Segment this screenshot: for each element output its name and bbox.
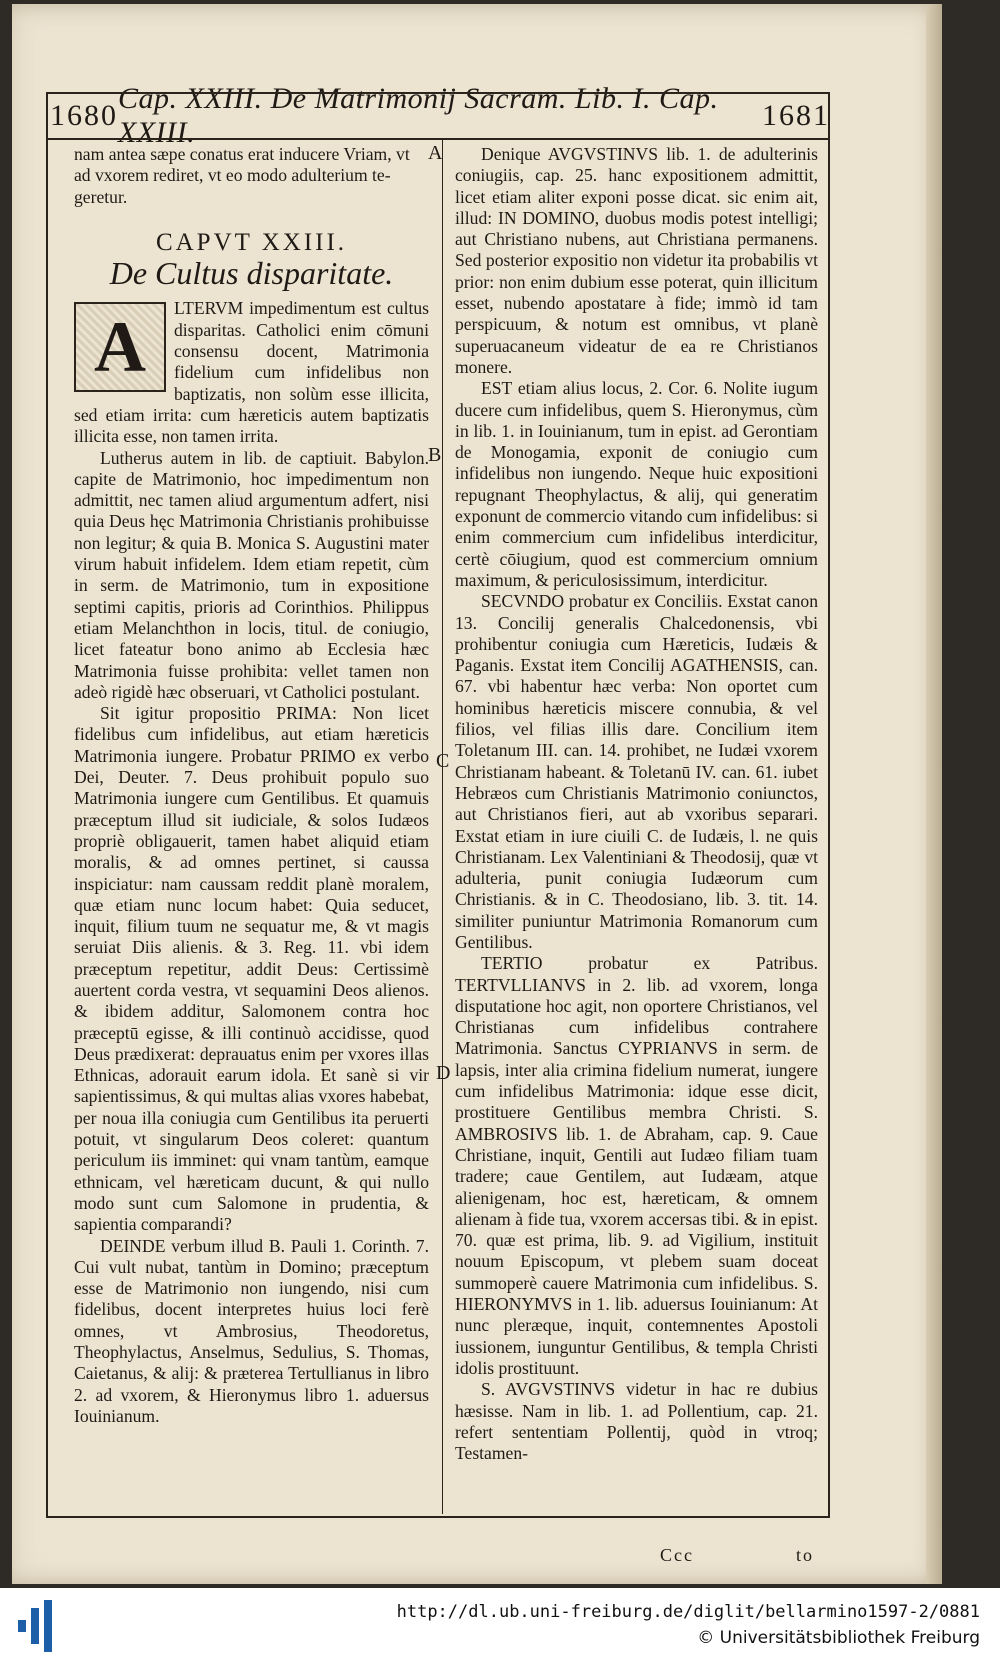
- running-title: Cap. XXIII. De Matrimonij Sacram. Lib. I. Cap. XXIII.: [118, 82, 719, 149]
- paragraph: Sit igitur propositio PRIMA: Non licet fidelibus cum infidelibus, aut etiam hæreticis Matrimonia iungere. Probatur PRIMO ex verbo Dei, Deuter. 7. Deus prohibuit populo suo Matrimonia iungere cum Gentilibus. Et quamuis præceptum illud sit iudiciale, & solos Iudæos propriè obligauerit, tamen habet aliquid etiam moralis, & ad omnes pertinet, si caussa inspiciatur: nam caussam reddit planè moralem, quæ etiam nunc locum habet: Quia seducet, inquit, filium tuum ne sequatur me, & vt magis seruiat Diis alienis. & 3. Reg. 11. vbi idem præceptum repetitur, addit Deus: Certissimè auertent corda vestra, vt sequamini Deos alienos. & ibidem additur, Salomonem contra hoc præceptū egisse, & illi continuò accidisse, quod Deus prædixerat: deprauatus enim per vxores illas Ethnicas, adorauit earum idola. Et sanè si vir sapientissimus, & qui multas alias vxores habebat, per noua illa coniugia cum Gentilibus ita peruerti potuit, vt singularum Deos coleret: quantum periculum iis imminet: qui vnam tantùm, eamque ethnicam, vel hæreticam ducunt, & qui nullo modo sunt cum Salomone in prudentia, & sapientia comparandi?: [74, 703, 429, 1235]
- page-edge: [926, 4, 942, 1584]
- right-column: [455, 144, 818, 1464]
- copyright-notice: © Universitätsbibliothek Freiburg: [697, 1628, 980, 1648]
- paragraph: DEINDE verbum illud B. Pauli 1. Corinth. 7. Cui vult nubat, tantùm in Domino; præceptum esse de Matrimonio non iungendo, nisi cum fidelibus, docent interpretes huius loci ferè omnes, vt Ambrosius, Theodoretus, Theophylactus, Anselmus, Sedulius, S. Thomas, Caietanus, & alij: & præterea Tertullianus in libro 2. ad vxorem, & Hieronymus libro 1. aduersus Iouinianum.: [74, 1235, 429, 1426]
- decorated-initial: A: [74, 302, 166, 392]
- library-logo-icon: [18, 1600, 58, 1652]
- left-column: [74, 144, 429, 1427]
- column-divider: [442, 140, 443, 1514]
- header-rule: [46, 138, 830, 140]
- margin-letter: B: [428, 444, 442, 466]
- signature-mark: Ccc: [660, 1545, 694, 1565]
- margin-letter: D: [436, 1062, 451, 1084]
- text-line: nam antea sæpe conatus erat inducere Vriam, vt: [74, 144, 410, 164]
- paragraph: SECVNDO probatur ex Conciliis. Exstat canon 13. Concilij generalis Chalcedonensis, vbi prohibentur coniugia cum Hæreticis, Iudæis & Paganis. Exstat item Concilij AGATHENSIS, can. 67. vbi habentur hæc verba: Non oportet cum hominibus hæreticis miscere connubia, & vel filios, vel filias illis dare. Concilium item Toletanum III. can. 14. prohibet, ne Iudæi vxorem Christianam habeant. & Toletanū IV. can. 61. iubet Hebræos cum Christianis Matrimonio coniunctos, aut Christianos fieri, aut ab vxoribus separari. Exstat etiam in iure ciuili C. de Iudæis, l. ne quis Christianam. Lex Valentiniani & Theodosij, quæ vt adulteria, punit coniugia Iudæorum cum Christianis. & in C. Theodosiano, lib. 3. tit. 14. similiter puniuntur Matrimonia Romanorum cum Gentilibus.: [455, 591, 818, 952]
- margin-letter: A: [428, 142, 443, 164]
- paragraph: TERTIO probatur ex Patribus. TERTVLLIANVS in 2. lib. ad vxorem, longa disputatione hoc agit, non oportere Christianos, vel Christianas cum infidelibus contrahere Matrimonia. Sanctus CYPRIANVS in serm. de lapsis, inter alia crimina fidelium numerat, iungere cum infidelibus Matrimonia: idque esse dicit, prostituere Gentilibus membra Christi. S. AMBROSIVS lib. 1. de Abraham, cap. 9. Caue Christiane, inquit, Gentili aut Iudæo filiam tuam tradere; caue Gentilem, aut Iudæam, atque alienigenam, hoc est, hæreticam, & omnem alienam à fide tua, vxorem accersas tibi. & in epist. 70. quæ est prima, lib. 9. ad Vigilium, instituit nouum Episcopum, vt plebem suam doceat summoperè cauere Matrimonia cum infidelibus. S. HIERONYMVS in 1. lib. aduersus Iouinianum: At nunc pleræque, inquit, contemnentes Apostoli iussionem, iunguntur Gentilibus, & templa Christi idolis prostituunt.: [455, 953, 818, 1378]
- left-page-number: 1680: [50, 99, 118, 132]
- margin-letter: C: [436, 750, 450, 772]
- paragraph: LTERVM impedimentum est cultus disparitas. Catholici enim cōmuni consensu docent, Matrimonia fidelium cum infidelibus non baptizatis, non solùm esse illicita, sed etiam irrita: cum hæreticis autem baptizatis illicita esse, non tamen irrita.: [74, 298, 429, 447]
- chapter-subtitle: De Cultus disparitate.: [109, 255, 394, 292]
- text-line: geretur.: [74, 186, 128, 207]
- paragraph: Denique AVGVSTINVS lib. 1. de adulterinis coniugiis, cap. 25. hanc expositionem admittit, licet etiam aliter exponi posse dicat. sic enim ait, illud: IN DOMINO, duobus modis potest intelligi; aut Christiano nubens, aut Christiana permanens. Sed posterior expositio non videtur ita probabilis vt prior: non enim dubium esse poterat, quin illicitum esset, nubendo apostatare à fide; immò id tam perspicuum, & notum est omnibus, vt planè superuacaneum videatur de ea re Christianos monere.: [455, 144, 818, 377]
- text-line: ad vxorem rediret, vt eo modo adulterium te-: [74, 165, 391, 186]
- paragraph: S. AVGVSTINVS videtur in hac re dubius hæsisse. Nam in lib. 1. ad Pollentium, cap. 21. refert sententiam Pollentij, quòd in vtroq; Testamen-: [455, 1379, 818, 1464]
- paragraph: EST etiam alius locus, 2. Cor. 6. Nolite iugum ducere cum infidelibus, quem S. Hieronymus, cùm in lib. 1. in Iouinianum, tum in epist. ad Gerontiam de Monogamia, exponit de coniugio cum infidelibus non iungendo. Neque huic expositioni repugnant Theophylactus, & alij, qui generatim exponunt de commercio vitando cum infidelibus: si enim commercium cum infidelibus interdicitur, certè cōiugium, quod est commercium omnium maximum, & periculosissimum, interdicitur.: [455, 378, 818, 590]
- chapter-heading: CAPVT XXIII.: [155, 228, 348, 256]
- right-page-number: 1681: [762, 99, 830, 132]
- paragraph: Lutherus autem in lib. de captiuit. Babylon. capite de Matrimonio, hoc impedimentum non admittit, nec tamen aliud argumentum adfert, nisi quia Deus hęc Matrimonia Christianis prohibuisse non legitur; & quia B. Monica S. Augustini mater virum habuit infidelem. Idem etiam repetit, cùm in serm. de Matrimonio, tum in expositione septimi capitis, prioris ad Corinthios. Philippus etiam Melanchthon in locis, titul. de coniugio, licet fateatur bono animo ab Ecclesia hæc Matrimonia fuisse prohibita: vellet tamen non adeò rigidè hæc obseruari, vt Catholici postulant.: [74, 447, 429, 702]
- viewer-footer: [0, 1588, 1000, 1662]
- catchword: to: [796, 1545, 815, 1565]
- permalink[interactable]: http://dl.ub.uni-freiburg.de/diglit/bellarmino1597-2/0881: [396, 1602, 980, 1622]
